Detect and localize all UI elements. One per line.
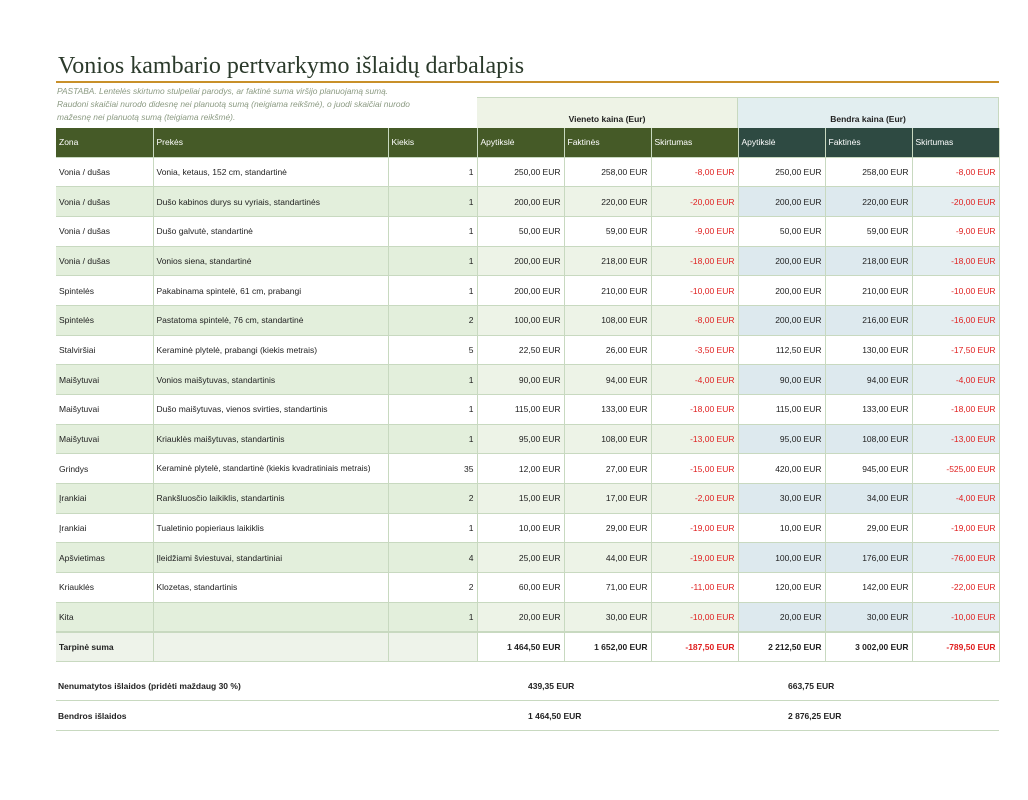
cell-total-apytiksle[interactable]: 112,50 EUR <box>738 335 825 365</box>
cell-unit-apytiksle[interactable]: 25,00 EUR <box>477 543 564 573</box>
cell-zona[interactable]: Vonia / dušas <box>56 157 153 187</box>
table-row <box>56 276 999 306</box>
subtotal-unit-skirtumas[interactable]: -187,50 EUR <box>651 632 738 662</box>
note-line: Raudoni skaičiai nurodo didesnę nei planuotą sumą (neigiama reikšmė), o juodi skaičiai nurodo <box>57 99 410 109</box>
cell-unit-faktines[interactable]: 59,00 EUR <box>564 216 651 246</box>
cell-prekes[interactable]: Dušo kabinos durys su vyriais, standartinės <box>153 187 388 217</box>
cell-unit-apytiksle[interactable]: 50,00 EUR <box>477 216 564 246</box>
table-row <box>56 305 999 335</box>
contingency-unit-value[interactable]: 439,35 EUR <box>528 681 575 691</box>
cell-unit-faktines[interactable]: 26,00 EUR <box>564 335 651 365</box>
cell-zona[interactable]: Vonia / dušas <box>56 216 153 246</box>
cell-prekes[interactable]: Įleidžiami šviestuvai, standartiniai <box>153 543 388 573</box>
cell-kiekis[interactable]: 5 <box>388 335 477 365</box>
header-row <box>56 128 999 157</box>
cell-zona[interactable]: Vonia / dušas <box>56 187 153 217</box>
cell-unit-faktines[interactable]: 220,00 EUR <box>564 187 651 217</box>
cell-prekes[interactable]: Dušo maišytuvas, vienos svirties, standartinis <box>153 395 388 425</box>
table-row <box>56 395 999 425</box>
cell-zona[interactable]: Kita <box>56 602 153 632</box>
total-label: Bendros išlaidos <box>58 711 127 721</box>
cell-kiekis[interactable]: 1 <box>388 187 477 217</box>
cell-total-skirtumas[interactable]: -17,50 EUR <box>912 335 999 365</box>
subtotal-total-faktines[interactable]: 3 002,00 EUR <box>825 632 912 662</box>
subtotal-empty <box>388 632 477 662</box>
total-row <box>56 701 999 731</box>
cell-total-faktines[interactable]: 218,00 EUR <box>825 246 912 276</box>
cell-kiekis[interactable]: 2 <box>388 573 477 603</box>
cell-total-faktines[interactable]: 34,00 EUR <box>825 484 912 514</box>
cell-prekes[interactable] <box>153 602 388 632</box>
cell-unit-skirtumas[interactable]: -10,00 EUR <box>651 602 738 632</box>
cell-total-apytiksle[interactable]: 50,00 EUR <box>738 216 825 246</box>
note-text <box>57 85 477 124</box>
cell-unit-faktines[interactable]: 218,00 EUR <box>564 246 651 276</box>
cell-unit-apytiksle[interactable]: 95,00 EUR <box>477 424 564 454</box>
note-line: mažesnę nei planuotą sumą (teigiama reikšmė). <box>57 112 236 122</box>
cell-total-apytiksle[interactable]: 10,00 EUR <box>738 513 825 543</box>
total-price-group-header <box>738 97 999 128</box>
cell-total-faktines[interactable]: 108,00 EUR <box>825 424 912 454</box>
cell-total-faktines[interactable]: 29,00 EUR <box>825 513 912 543</box>
cell-unit-faktines[interactable]: 29,00 EUR <box>564 513 651 543</box>
cell-total-skirtumas[interactable]: -16,00 EUR <box>912 305 999 335</box>
cell-total-skirtumas[interactable]: -13,00 EUR <box>912 424 999 454</box>
cell-kiekis[interactable]: 1 <box>388 395 477 425</box>
note-line: PASTABA. Lentelės skirtumo stulpeliai parodys, ar faktinė suma viršijo planuojamą sumą. <box>57 86 389 96</box>
cell-unit-skirtumas[interactable]: -9,00 EUR <box>651 216 738 246</box>
cell-total-faktines[interactable]: 142,00 EUR <box>825 573 912 603</box>
total-total-value[interactable]: 2 876,25 EUR <box>788 711 842 721</box>
table-row <box>56 484 999 514</box>
cell-unit-skirtumas[interactable]: -11,00 EUR <box>651 573 738 603</box>
total-unit-value[interactable]: 1 464,50 EUR <box>528 711 582 721</box>
cell-unit-faktines[interactable]: 27,00 EUR <box>564 454 651 484</box>
cell-kiekis[interactable]: 4 <box>388 543 477 573</box>
cell-total-skirtumas[interactable]: -4,00 EUR <box>912 365 999 395</box>
cell-total-skirtumas[interactable]: -18,00 EUR <box>912 395 999 425</box>
col-header-zona[interactable]: Zona <box>56 128 153 157</box>
cell-total-skirtumas[interactable]: -19,00 EUR <box>912 513 999 543</box>
subtotal-unit-apytiksle[interactable]: 1 464,50 EUR <box>477 632 564 662</box>
cell-zona[interactable]: Apšvietimas <box>56 543 153 573</box>
subtotal-row <box>56 632 999 662</box>
cell-zona[interactable]: Stalviršiai <box>56 335 153 365</box>
cell-unit-skirtumas[interactable]: -19,00 EUR <box>651 543 738 573</box>
subtotal-total-skirtumas[interactable]: -789,50 EUR <box>912 632 999 662</box>
col-header-kiekis[interactable]: Kiekis <box>388 128 477 157</box>
col-header-unit-faktines[interactable]: Faktinės <box>564 128 651 157</box>
cell-kiekis[interactable]: 2 <box>388 305 477 335</box>
table-row <box>56 602 999 632</box>
cell-prekes[interactable]: Dušo galvutė, standartinė <box>153 216 388 246</box>
cell-total-apytiksle[interactable]: 30,00 EUR <box>738 484 825 514</box>
subtotal-total-apytiksle[interactable]: 2 212,50 EUR <box>738 632 825 662</box>
cell-zona[interactable]: Maišytuvai <box>56 395 153 425</box>
cell-unit-faktines[interactable]: 30,00 EUR <box>564 602 651 632</box>
cell-kiekis[interactable]: 2 <box>388 484 477 514</box>
cell-unit-skirtumas[interactable]: -18,00 EUR <box>651 395 738 425</box>
cell-kiekis[interactable]: 1 <box>388 276 477 306</box>
cell-unit-faktines[interactable]: 108,00 EUR <box>564 305 651 335</box>
cell-total-skirtumas[interactable]: -76,00 EUR <box>912 543 999 573</box>
cell-total-apytiksle[interactable]: 90,00 EUR <box>738 365 825 395</box>
cost-table <box>56 128 1000 662</box>
table-row <box>56 246 999 276</box>
cell-total-faktines[interactable]: 258,00 EUR <box>825 157 912 187</box>
col-header-unit-skirtumas[interactable]: Skirtumas <box>651 128 738 157</box>
page-title: Vonios kambario pertvarkymo išlaidų darbalapis <box>58 53 525 79</box>
cell-zona[interactable]: Spintelės <box>56 276 153 306</box>
cell-unit-apytiksle[interactable]: 200,00 EUR <box>477 187 564 217</box>
cell-total-skirtumas[interactable]: -10,00 EUR <box>912 276 999 306</box>
cell-total-apytiksle[interactable]: 420,00 EUR <box>738 454 825 484</box>
cell-total-faktines[interactable]: 210,00 EUR <box>825 276 912 306</box>
cell-zona[interactable]: Maišytuvai <box>56 365 153 395</box>
cell-unit-faktines[interactable]: 210,00 EUR <box>564 276 651 306</box>
cell-unit-skirtumas[interactable]: -20,00 EUR <box>651 187 738 217</box>
cell-kiekis[interactable]: 1 <box>388 216 477 246</box>
cell-total-faktines[interactable]: 945,00 EUR <box>825 454 912 484</box>
cell-kiekis[interactable]: 1 <box>388 424 477 454</box>
cell-unit-skirtumas[interactable]: -8,00 EUR <box>651 157 738 187</box>
cell-kiekis[interactable]: 1 <box>388 513 477 543</box>
cell-unit-apytiksle[interactable]: 100,00 EUR <box>477 305 564 335</box>
table-row <box>56 157 999 187</box>
col-header-total-faktines[interactable]: Faktinės <box>825 128 912 157</box>
contingency-total-value[interactable]: 663,75 EUR <box>788 681 835 691</box>
cell-total-faktines[interactable]: 94,00 EUR <box>825 365 912 395</box>
cell-kiekis[interactable]: 35 <box>388 454 477 484</box>
cell-total-faktines[interactable]: 220,00 EUR <box>825 187 912 217</box>
cell-prekes[interactable]: Keraminė plytelė, standartinė (kiekis kvadratiniais metrais) <box>153 454 388 484</box>
cell-unit-faktines[interactable]: 71,00 EUR <box>564 573 651 603</box>
cell-unit-apytiksle[interactable]: 22,50 EUR <box>477 335 564 365</box>
cell-total-apytiksle[interactable]: 200,00 EUR <box>738 187 825 217</box>
subtotal-empty <box>153 632 388 662</box>
cell-total-faktines[interactable]: 30,00 EUR <box>825 602 912 632</box>
cell-total-skirtumas[interactable]: -18,00 EUR <box>912 246 999 276</box>
cell-total-apytiksle[interactable]: 200,00 EUR <box>738 246 825 276</box>
cell-total-apytiksle[interactable]: 95,00 EUR <box>738 424 825 454</box>
table-row <box>56 365 999 395</box>
cell-total-apytiksle[interactable]: 115,00 EUR <box>738 395 825 425</box>
subtotal-label: Tarpinė suma <box>56 632 153 662</box>
cell-unit-apytiksle[interactable]: 250,00 EUR <box>477 157 564 187</box>
cell-prekes[interactable]: Vonios siena, standartinė <box>153 246 388 276</box>
table-row <box>56 513 999 543</box>
cell-unit-skirtumas[interactable]: -15,00 EUR <box>651 454 738 484</box>
total-price-group-label: Bendra kaina (Eur) <box>830 114 906 124</box>
cell-unit-skirtumas[interactable]: -13,00 EUR <box>651 424 738 454</box>
cell-prekes[interactable]: Pakabinama spintelė, 61 cm, prabangi <box>153 276 388 306</box>
cell-prekes[interactable]: Vonia, ketaus, 152 cm, standartinė <box>153 157 388 187</box>
cell-unit-faktines[interactable]: 17,00 EUR <box>564 484 651 514</box>
cell-unit-skirtumas[interactable]: -4,00 EUR <box>651 365 738 395</box>
cell-prekes[interactable]: Vonios maišytuvas, standartinis <box>153 365 388 395</box>
cell-total-apytiksle[interactable]: 20,00 EUR <box>738 602 825 632</box>
col-header-total-skirtumas[interactable]: Skirtumas <box>912 128 999 157</box>
col-header-total-apytiksle[interactable]: Apytikslė <box>738 128 825 157</box>
cell-zona[interactable]: Vonia / dušas <box>56 246 153 276</box>
table-row <box>56 424 999 454</box>
cell-total-apytiksle[interactable]: 120,00 EUR <box>738 573 825 603</box>
cell-total-apytiksle[interactable]: 250,00 EUR <box>738 157 825 187</box>
cell-unit-faktines[interactable]: 94,00 EUR <box>564 365 651 395</box>
cell-unit-skirtumas[interactable]: -10,00 EUR <box>651 276 738 306</box>
table-row <box>56 454 999 484</box>
cell-total-faktines[interactable]: 216,00 EUR <box>825 305 912 335</box>
table-row <box>56 573 999 603</box>
cell-unit-apytiksle[interactable]: 90,00 EUR <box>477 365 564 395</box>
cell-total-skirtumas[interactable]: -10,00 EUR <box>912 602 999 632</box>
cell-total-skirtumas[interactable]: -8,00 EUR <box>912 157 999 187</box>
cell-unit-skirtumas[interactable]: -19,00 EUR <box>651 513 738 543</box>
cell-total-faktines[interactable]: 59,00 EUR <box>825 216 912 246</box>
cell-total-apytiksle[interactable]: 100,00 EUR <box>738 543 825 573</box>
cell-total-skirtumas[interactable]: -20,00 EUR <box>912 187 999 217</box>
cell-total-faktines[interactable]: 176,00 EUR <box>825 543 912 573</box>
cell-zona[interactable]: Kriauklės <box>56 573 153 603</box>
cell-unit-skirtumas[interactable]: -8,00 EUR <box>651 305 738 335</box>
cell-total-faktines[interactable]: 130,00 EUR <box>825 335 912 365</box>
contingency-label: Nenumatytos išlaidos (pridėti maždaug 30 %) <box>58 681 241 691</box>
contingency-row <box>56 671 999 701</box>
cell-unit-skirtumas[interactable]: -3,50 EUR <box>651 335 738 365</box>
cell-total-skirtumas[interactable]: -4,00 EUR <box>912 484 999 514</box>
cell-prekes[interactable]: Kriauklės maišytuvas, standartinis <box>153 424 388 454</box>
cell-unit-skirtumas[interactable]: -18,00 EUR <box>651 246 738 276</box>
cell-prekes[interactable]: Pastatoma spintelė, 76 cm, standartinė <box>153 305 388 335</box>
cell-prekes[interactable]: Rankšluosčio laikiklis, standartinis <box>153 484 388 514</box>
subtotal-unit-faktines[interactable]: 1 652,00 EUR <box>564 632 651 662</box>
cell-total-apytiksle[interactable]: 200,00 EUR <box>738 276 825 306</box>
cell-zona[interactable]: Maišytuvai <box>56 424 153 454</box>
cell-prekes[interactable]: Tualetinio popieriaus laikiklis <box>153 513 388 543</box>
cell-unit-apytiksle[interactable]: 12,00 EUR <box>477 454 564 484</box>
cell-unit-apytiksle[interactable]: 15,00 EUR <box>477 484 564 514</box>
cell-unit-faktines[interactable]: 258,00 EUR <box>564 157 651 187</box>
cell-unit-apytiksle[interactable]: 115,00 EUR <box>477 395 564 425</box>
table-row <box>56 543 999 573</box>
cell-unit-apytiksle[interactable]: 60,00 EUR <box>477 573 564 603</box>
col-header-unit-apytiksle[interactable]: Apytikslė <box>477 128 564 157</box>
cell-unit-faktines[interactable]: 133,00 EUR <box>564 395 651 425</box>
cell-kiekis[interactable]: 1 <box>388 157 477 187</box>
col-header-prekes[interactable]: Prekės <box>153 128 388 157</box>
cell-unit-apytiksle[interactable]: 200,00 EUR <box>477 276 564 306</box>
cell-kiekis[interactable]: 1 <box>388 602 477 632</box>
cell-unit-apytiksle[interactable]: 10,00 EUR <box>477 513 564 543</box>
table-row <box>56 216 999 246</box>
cell-total-skirtumas[interactable]: -9,00 EUR <box>912 216 999 246</box>
cell-prekes[interactable]: Keraminė plytelė, prabangi (kiekis metrais) <box>153 335 388 365</box>
unit-price-group-header <box>477 97 738 128</box>
cell-total-skirtumas[interactable]: -22,00 EUR <box>912 573 999 603</box>
cell-unit-apytiksle[interactable]: 20,00 EUR <box>477 602 564 632</box>
cell-kiekis[interactable]: 1 <box>388 365 477 395</box>
cell-prekes[interactable]: Klozetas, standartinis <box>153 573 388 603</box>
cell-zona[interactable]: Spintelės <box>56 305 153 335</box>
cell-unit-faktines[interactable]: 44,00 EUR <box>564 543 651 573</box>
cell-unit-apytiksle[interactable]: 200,00 EUR <box>477 246 564 276</box>
unit-price-group-label: Vieneto kaina (Eur) <box>568 114 646 124</box>
cell-zona[interactable]: Įrankiai <box>56 484 153 514</box>
cell-unit-faktines[interactable]: 108,00 EUR <box>564 424 651 454</box>
cell-kiekis[interactable]: 1 <box>388 246 477 276</box>
title-divider <box>56 81 999 83</box>
cell-unit-skirtumas[interactable]: -2,00 EUR <box>651 484 738 514</box>
table-row <box>56 187 999 217</box>
cell-total-apytiksle[interactable]: 200,00 EUR <box>738 305 825 335</box>
cell-zona[interactable]: Grindys <box>56 454 153 484</box>
table-row <box>56 335 999 365</box>
cell-zona[interactable]: Įrankiai <box>56 513 153 543</box>
cell-total-faktines[interactable]: 133,00 EUR <box>825 395 912 425</box>
cell-total-skirtumas[interactable]: -525,00 EUR <box>912 454 999 484</box>
